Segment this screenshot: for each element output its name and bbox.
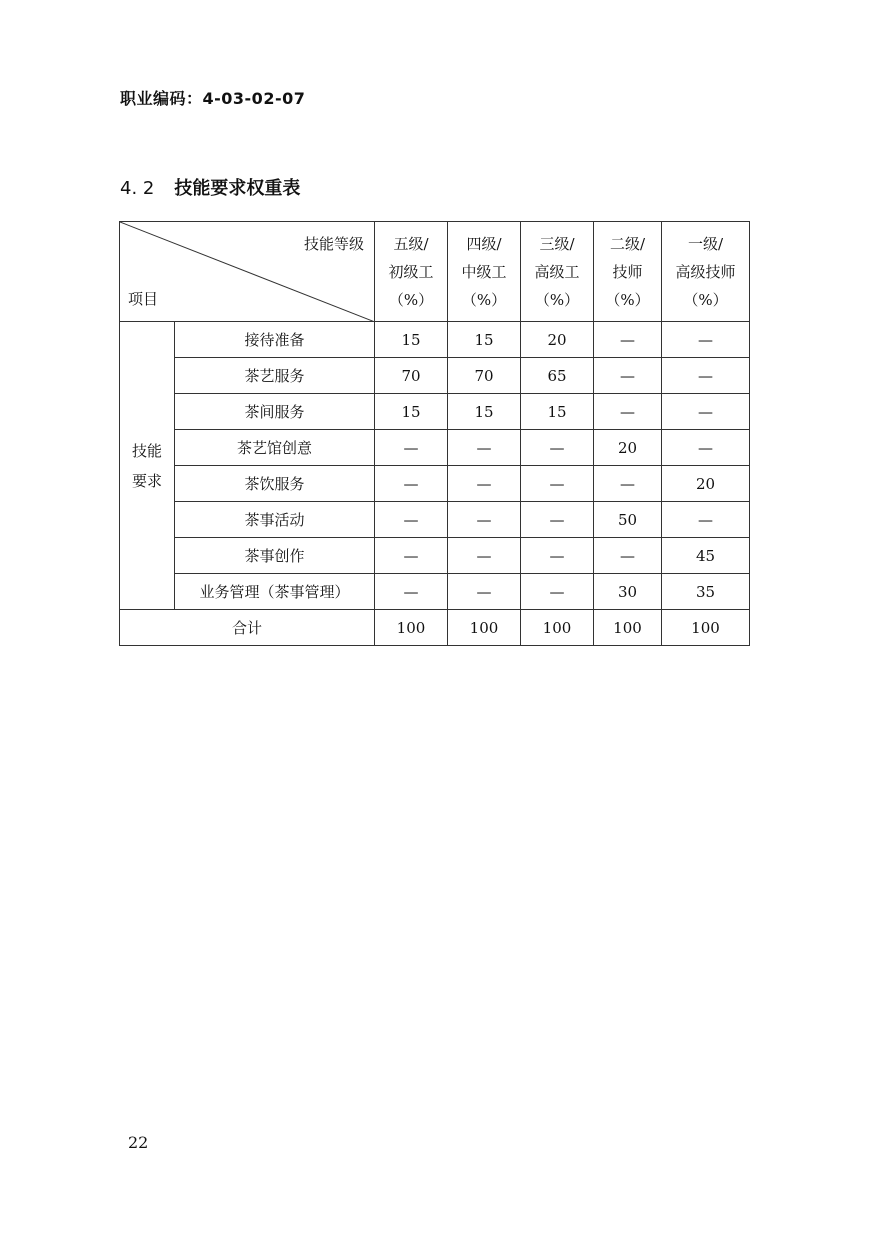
value-cell: — bbox=[662, 358, 750, 394]
level-header-line: 技师 bbox=[612, 262, 643, 281]
occupation-code: 职业编码：4-03-02-07 bbox=[120, 89, 306, 108]
total-value-cell: 100 bbox=[662, 610, 750, 646]
level-header-cell bbox=[448, 222, 521, 322]
group-label-cell bbox=[120, 322, 175, 610]
value-cell: 15 bbox=[448, 322, 521, 358]
level-header-line: 高级工 bbox=[534, 262, 580, 281]
level-header-line: （%） bbox=[605, 290, 650, 309]
value-cell: — bbox=[594, 538, 662, 574]
value-cell: 45 bbox=[662, 538, 750, 574]
table-row bbox=[120, 574, 750, 610]
level-header-line: 高级技师 bbox=[675, 262, 736, 281]
value-cell: 20 bbox=[662, 466, 750, 502]
value-cell: 15 bbox=[448, 394, 521, 430]
section-title: 技能要求权重表 bbox=[174, 178, 301, 199]
value-cell: — bbox=[594, 358, 662, 394]
value-cell: 30 bbox=[594, 574, 662, 610]
value-cell: 65 bbox=[521, 358, 594, 394]
group-label-line: 要求 bbox=[131, 471, 162, 490]
level-header-line: （%） bbox=[388, 290, 434, 309]
total-value-cell: 100 bbox=[375, 610, 448, 646]
table-row bbox=[120, 358, 750, 394]
value-cell: 50 bbox=[594, 502, 662, 538]
item-name-cell: 茶事创作 bbox=[175, 538, 375, 574]
value-cell: — bbox=[521, 430, 594, 466]
diagonal-header-cell bbox=[120, 222, 375, 322]
level-header-cell bbox=[521, 222, 594, 322]
value-cell: — bbox=[521, 502, 594, 538]
weight-table bbox=[119, 221, 750, 646]
value-cell: — bbox=[448, 538, 521, 574]
total-row bbox=[120, 610, 750, 646]
item-label: 项目 bbox=[128, 290, 159, 308]
total-value-cell: 100 bbox=[448, 610, 521, 646]
value-cell: 20 bbox=[594, 430, 662, 466]
table-row bbox=[120, 430, 750, 466]
value-cell: — bbox=[521, 574, 594, 610]
value-cell: — bbox=[521, 538, 594, 574]
item-name-cell: 接待准备 bbox=[175, 322, 375, 358]
table-row bbox=[120, 538, 750, 574]
section-number: 4. 2 bbox=[120, 178, 155, 199]
value-cell: 15 bbox=[375, 394, 448, 430]
level-header-line: （%） bbox=[534, 290, 580, 309]
total-value-cell: 100 bbox=[594, 610, 662, 646]
group-label-line: 技能 bbox=[131, 441, 162, 460]
total-label-cell: 合计 bbox=[120, 610, 375, 646]
value-cell: — bbox=[594, 466, 662, 502]
table-row bbox=[120, 466, 750, 502]
table-row bbox=[120, 322, 750, 358]
item-name-cell: 茶艺服务 bbox=[175, 358, 375, 394]
value-cell: 35 bbox=[662, 574, 750, 610]
value-cell: — bbox=[448, 466, 521, 502]
item-name-cell: 茶事活动 bbox=[175, 502, 375, 538]
item-name-cell: 茶饮服务 bbox=[175, 466, 375, 502]
value-cell: — bbox=[375, 466, 448, 502]
level-header-line: （%） bbox=[461, 290, 507, 309]
item-name-cell: 茶间服务 bbox=[175, 394, 375, 430]
value-cell: — bbox=[662, 394, 750, 430]
level-header-line: 一级/ bbox=[687, 234, 724, 253]
value-cell: 20 bbox=[521, 322, 594, 358]
value-cell: 15 bbox=[521, 394, 594, 430]
level-header-line: （%） bbox=[683, 290, 728, 309]
table-row bbox=[120, 502, 750, 538]
total-value-cell: 100 bbox=[521, 610, 594, 646]
value-cell: — bbox=[594, 322, 662, 358]
level-header-line: 三级/ bbox=[539, 234, 575, 253]
level-header-cell bbox=[375, 222, 448, 322]
table-header-row bbox=[120, 222, 750, 322]
level-header-cell bbox=[594, 222, 662, 322]
value-cell: 15 bbox=[375, 322, 448, 358]
page-number: 22 bbox=[128, 1133, 149, 1152]
value-cell: — bbox=[448, 430, 521, 466]
value-cell: — bbox=[594, 394, 662, 430]
level-header-line: 中级工 bbox=[461, 262, 507, 281]
level-header-line: 二级/ bbox=[609, 234, 646, 253]
table-row bbox=[120, 394, 750, 430]
value-cell: 70 bbox=[448, 358, 521, 394]
value-cell: — bbox=[662, 430, 750, 466]
level-header-line: 五级/ bbox=[393, 234, 429, 253]
item-name-cell: 业务管理（茶事管理） bbox=[175, 574, 375, 610]
level-header-line: 四级/ bbox=[466, 234, 502, 253]
level-header-line: 初级工 bbox=[388, 262, 434, 281]
value-cell: — bbox=[375, 430, 448, 466]
value-cell: — bbox=[521, 466, 594, 502]
value-cell: — bbox=[662, 322, 750, 358]
value-cell: — bbox=[375, 502, 448, 538]
value-cell: — bbox=[448, 574, 521, 610]
value-cell: — bbox=[375, 538, 448, 574]
level-header-cell bbox=[662, 222, 750, 322]
value-cell: — bbox=[448, 502, 521, 538]
value-cell: — bbox=[662, 502, 750, 538]
value-cell: 70 bbox=[375, 358, 448, 394]
item-name-cell: 茶艺馆创意 bbox=[175, 430, 375, 466]
section-heading bbox=[120, 174, 300, 200]
value-cell: — bbox=[375, 574, 448, 610]
skill-level-label: 技能等级 bbox=[303, 235, 364, 253]
